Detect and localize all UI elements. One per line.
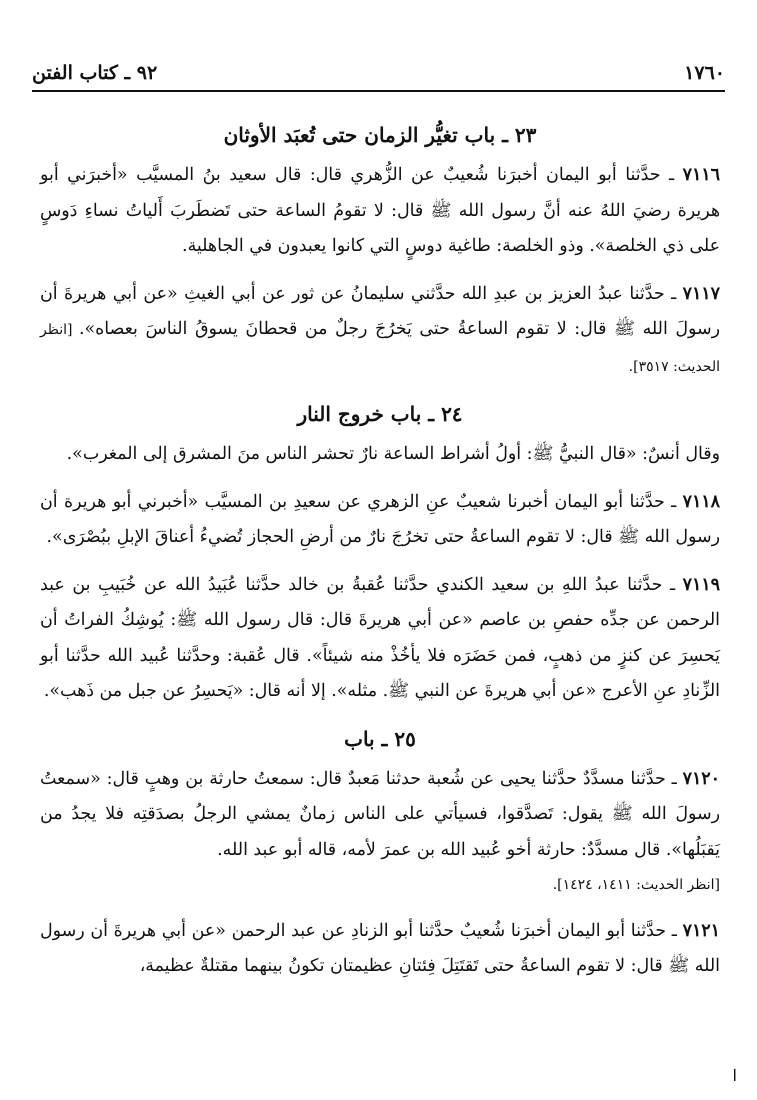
hadith-text: ـ حدَّثنا عبدُ اللهِ بن سعيد الكندي حدَّثنا عُقبةُ بن خالد حدَّثنا عُبَيدُ الله عن خُبَيبِ بن عبد الرحمن عن جدِّه حفصِ بن عاصم «عن أبي هريرةَ قال: قال رسول الله ﷺ: يُوشِكُ الفراتُ أن يَحسِرَ عن كنزٍ من ذهبٍ، فمن حَضَرَه فلا يأخُذْ منه شيئاً». قال عُقبة: وحدَّثنا عُبيد الله حدَّثنا أبو الزِّنادِ عنِ الأعرج «عن أبي هريرةَ عن النبي ﷺ. مثله». إلا أنه قال: «يَحسِرُ عن جبل من ذَهب». [40,574,720,701]
hadith-7116 [40,158,720,265]
hadith-text: ـ حدَّثنا مسدَّدٌ حدَّثنا يحيى عن شُعبة حدثنا مَعبدٌ قال: سمعتُ حارثة بن وهبٍ قال: «سمعتُ رسولَ الله ﷺ يقول: تَصدَّقوا، فسيأتي على الناس زمانٌ يمشي الرجلُ بصدَقتِه فلا يجدُ من يَقبَلُها». قال مسدَّدٌ: حارثة أخو عُبيد الله بن عمرَ لأمه، قاله أبو عبد الله. [40,768,720,860]
hadith-number: ٧١١٨ [682,491,720,512]
hadith-number: ٧١٢١ [682,920,720,941]
hadith-7118 [40,485,720,556]
hadith-7117 [40,277,720,386]
hadith-number: ٧١١٧ [682,283,720,304]
chapter-heading-25: ٢٥ ـ باب [344,726,416,751]
hadith-text: وقال أنسٌ: «قال النبيُّ ﷺ: أولُ أشراط الساعة نارٌ تحشر الناس منَ المشرق إلى المغرب». [66,444,720,464]
hadith-7121 [40,914,720,985]
chapter-heading-24: ٢٤ ـ باب خروج النار [297,402,463,426]
page-body [40,118,720,997]
signature-mark: ا [732,1066,737,1085]
hadith-text: ـ حدَّثنا عبدُ العزيز بن عبدِ الله حدَّثني سليمانُ عن ثور عن أبي الغيثِ «عن أبي هريرةَ أن رسولَ الله ﷺ قال: لا تقوم الساعةُ حتى يَخرُجَ رجلٌ من قحطانَ يسوقُ الناسَ بعصاه». [40,283,720,339]
hadith-number: ٧١١٦ [682,165,720,185]
book-title: ٩٢ ـ كتاب الفتن [32,62,158,84]
cross-reference: [انظر الحديث: ٣٥١٧]. [40,322,720,375]
hadith-number: ٧١١٩ [682,574,720,595]
hadith-text: ـ حدَّثنا أبو اليمان أخبرَنا شُعيبٌ عن الزُّهري قال: قال سعيد بنُ المسيَّب «أخبرَني أبو هريرة رضيَ اللهُ عنه أنَّ رسول الله ﷺ قال: لا تقومُ الساعة حتى تَضطَربَ أَلياتُ نساءِ دَوسٍ على ذي الخلصة». وذو الخلصة: طاغية دوسٍ التي كانوا يعبدون في الجاهلية. [40,165,720,256]
page-number: ١٧٦٠ [684,62,725,84]
running-header [32,58,725,88]
anas-report [40,437,720,473]
chapter-heading-23: ٢٣ ـ باب تغيُّر الزمان حتى تُعبَد الأوثان [223,123,537,147]
hadith-7119 [40,568,720,710]
hadith-number: ٧١٢٠ [682,768,720,789]
header-divider [32,90,725,92]
hadith-text: ـ حدَّثنا أبو اليمان أخبرنا شعيبٌ عنِ الزهري عن سعيدِ بن المسيَّب «أخبرني أبو هريرة أن رسول الله ﷺ قال: لا تقوم الساعةُ حتى تخرُجَ نارٌ من أرضِ الحجاز تُضيءُ أعناقَ الإبلِ ببُصْرَى». [40,491,720,547]
hadith-7120 [40,762,720,869]
cross-reference: [انظر الحديث: ١٤١١، ١٤٢٤]. [552,877,720,893]
hadith-text: ـ حدَّثنا أبو اليمان أخبرَنا شُعيبٌ حدَّثنا أبو الزنادِ عن عبد الرحمن «عن أبي هريرةَ أن رسول الله ﷺ قال: لا تقوم الساعةُ حتى تَقتَتِلَ فِئتانِ عظيمتان تكونُ بينهما مقتلةٌ عظيمة، [40,920,720,976]
